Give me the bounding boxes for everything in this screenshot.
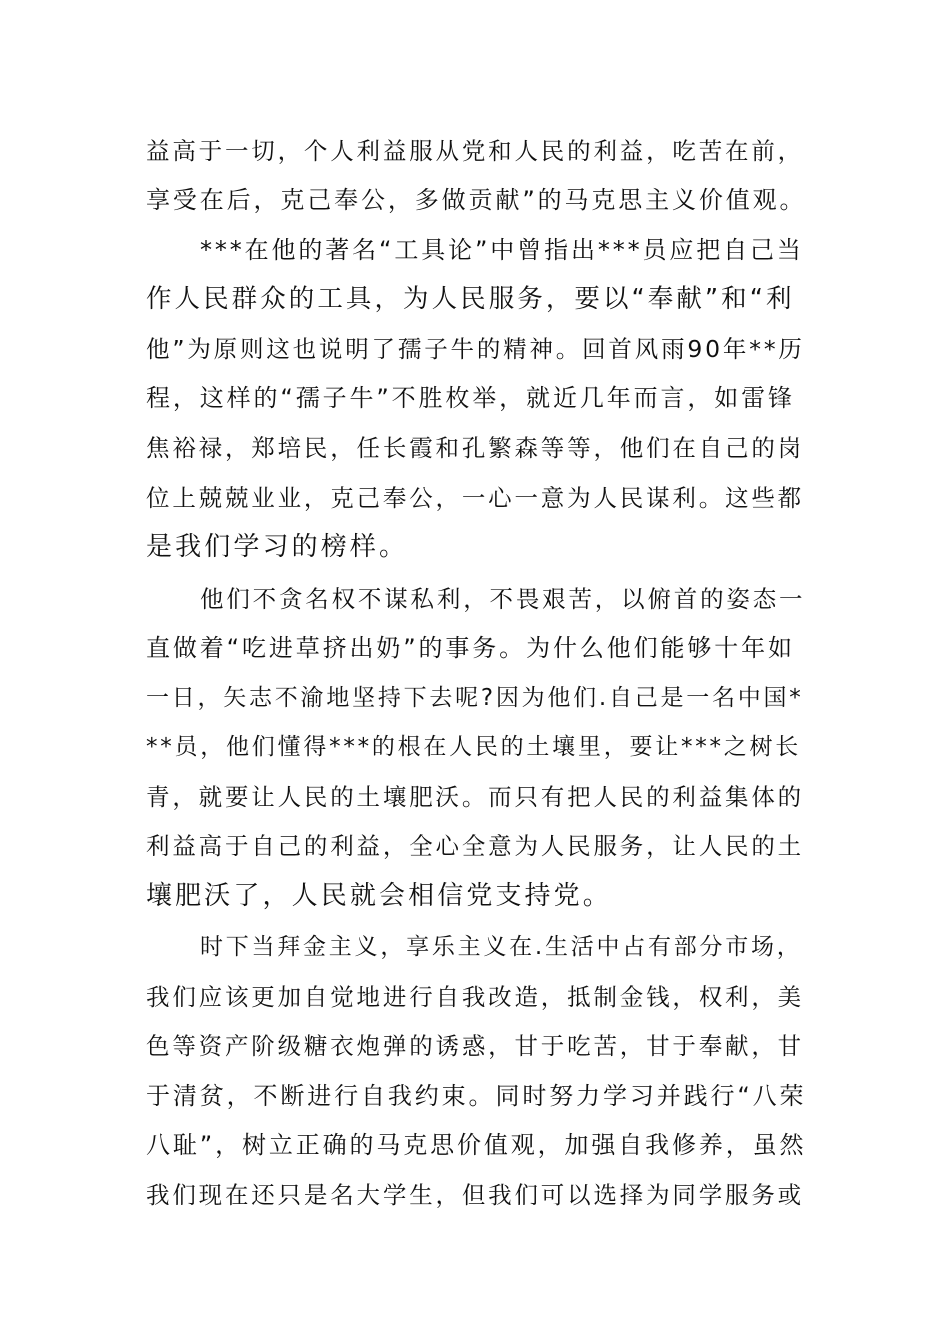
text-line: 利益高于自己的利益，全心全意为人民服务，让人民的土: [146, 832, 804, 860]
text-line: 作人民群众的工具，为人民服务，要以“奉献”和“利: [146, 284, 795, 314]
text-line: 程，这样的“孺子牛”不胜枚举，就近几年而言，如雷锋: [146, 384, 795, 412]
text-line: **员，他们懂得***的根在人民的土壤里，要让***之树长: [146, 734, 802, 760]
text-line: 青，就要让人民的土壤肥沃。而只有把人民的利益集体的: [146, 783, 804, 811]
paragraph-first-line: 时下当拜金主义，享乐主义在.生活中占有部分市场，: [200, 934, 803, 960]
paragraph-first-line: 他们不贪名权不谋私利，不畏艰苦，以俯首的姿态一: [200, 585, 806, 613]
text-line: 壤肥沃了，人民就会相信党支持党。: [146, 881, 612, 911]
text-line: 色等资产阶级糖衣炮弹的诱惑，甘于吃苦，甘于奉献，甘: [146, 1032, 804, 1060]
text-line: 我们应该更加自觉地进行自我改造，抵制金钱，权利，美: [146, 983, 804, 1011]
text-line: 一日，矢志不渝地坚持下去呢?因为他们.自己是一名中国*: [146, 685, 804, 711]
text-line: 直做着“吃进草挤出奶”的事务。为什么他们能够十年如: [146, 634, 795, 662]
text-line: 位上兢兢业业，克己奉公，一心一意为人民谋利。这些都: [146, 484, 804, 512]
text-line: 焦裕禄，郑培民，任长霞和孔繁森等等，他们在自己的岗: [146, 434, 804, 462]
text-line: 是我们学习的榜样。: [146, 532, 409, 562]
text-line: 他”为原则这也说明了孺子牛的精神。回首风雨90年**历: [146, 335, 805, 363]
text-line: 益高于一切，个人利益服从党和人民的利益，吃苦在前，: [146, 137, 804, 165]
text-line: 享受在后，克己奉公，多做贡献”的马克思主义价值观。: [146, 186, 807, 214]
text-line: 八耻”，树立正确的马克思价值观，加强自我修养，虽然: [146, 1131, 807, 1159]
paragraph-first-line: ***在他的著名“工具论”中曾指出***员应把自己当: [200, 236, 804, 264]
text-line: 于清贫，不断进行自我约束。同时努力学习并践行“八荣: [146, 1082, 807, 1110]
text-line: 我们现在还只是名大学生，但我们可以选择为同学服务或: [146, 1181, 804, 1209]
